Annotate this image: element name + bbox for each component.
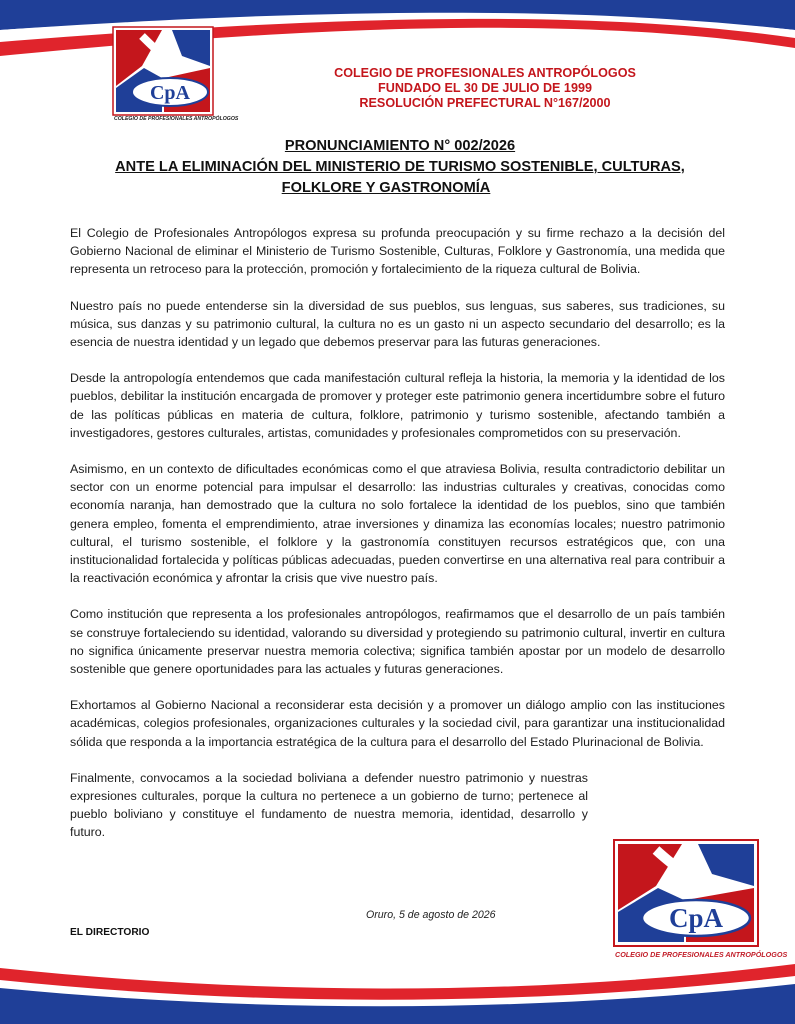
document-body <box>70 224 725 860</box>
paragraph: Como institución que representa a los profesionales antropólogos, reafirmamos que el desarrollo de un país también se construye fortaleciendo su identidad, valorando su diversidad y protegiendo su patrimonio cultural, invertir en cultura no significa únicamente preservar nuestra memoria colectiva; significa también apostar por un modelo de desarrollo sostenible que genere oportunidades para las actuales y futuras generaciones. <box>70 607 725 677</box>
logo-caption: COLEGIO DE PROFESIONALES ANTROPÓLOGOS <box>114 116 239 122</box>
logo-letters: CpA <box>149 82 191 104</box>
paragraph: Asimismo, en un contexto de dificultades económicas como el que atraviesa Bolivia, resulta contradictorio debilitar un sector con un enorme potencial para impulsar el desarrollo: las industrias culturales y creativas, conocidas como economía naranja, han demostrado que la cultura no solo fortalece la identidad de los pueblos, sino que también genera empleo, fomenta el emprendimiento, atrae inversiones y dinamiza las economías locales; nuestro patrimonio cultural, el turismo sostenible, el folklore y la gastronomía constituyen recursos estratégicos que, con una institucionalidad fortalecida y políticas públicas adecuadas, pueden convertirse en una alternativa real para contribuir a la reactivación económica y afrontar la crisis que vive nuestro país. <box>70 462 725 586</box>
footer-swoosh <box>0 954 795 1024</box>
document-title <box>60 136 740 199</box>
stamp-letters: CpA <box>668 903 724 933</box>
title-line-3: FOLKLORE Y GASTRONOMÍA <box>281 180 491 196</box>
document-date: Oruro, 5 de agosto de 2026 <box>366 909 496 921</box>
founded-date: FUNDADO EL 30 DE JULIO DE 1999 <box>378 81 592 95</box>
institution-header <box>300 66 670 111</box>
stamp-caption: COLEGIO DE PROFESIONALES ANTROPÓLOGOS <box>615 950 788 959</box>
paragraph: Nuestro país no puede entenderse sin la diversidad de sus pueblos, sus lenguas, sus saberes, sus tradiciones, su música, sus danzas y su patrimonio cultural, la cultura no es un gasto ni un aspecto secundario del desarrollo; es la esencia de nuestra identidad y un legado que debemos preservar para las futuras generaciones. <box>70 298 725 350</box>
paragraph: Desde la antropología entendemos que cada manifestación cultural refleja la historia, la memoria y la identidad de los pueblos, debilitar la institución encargada de promover y proteger este patrimonio genera incertidumbre sobre el futuro de las políticas públicas en materia de cultura, folklore, patrimonio y turismo sostenible, afectando también a investigadores, gestores culturales, artistas, comunidades y profesionales comprometidos con su preservación. <box>70 371 725 440</box>
paragraph: Exhortamos al Gobierno Nacional a reconsiderar esta decisión y a promover un diálogo amplio con las instituciones académicas, colegios profesionales, organizaciones culturales y la sociedad civil, para garantizar una institucionalidad sólida que responda a la importancia estratégica de la cultura para el desarrollo del Estado Plurinacional de Bolivia. <box>70 698 725 749</box>
title-line-2: ANTE LA ELIMINACIÓN DEL MINISTERIO DE TURISMO SOSTENIBLE, CULTURAS, <box>115 159 685 175</box>
paragraph: Finalmente, convocamos a la sociedad boliviana a defender nuestro patrimonio y nuestras expresiones culturales, porque la cultura no pertenece a un gobierno de turno; pertenece al pueblo boliviano y constituye el fundamento de nuestra memoria, identidad, desarrollo y futuro. <box>70 770 588 840</box>
stamp-logo <box>612 838 788 960</box>
title-line-1: PRONUNCIAMIENTO N° 002/2026 <box>284 138 516 154</box>
resolution-number: RESOLUCIÓN PREFECTURAL N°167/2000 <box>359 96 611 110</box>
institution-name: COLEGIO DE PROFESIONALES ANTROPÓLOGOS <box>334 66 636 80</box>
signature: EL DIRECTORIO <box>70 927 150 938</box>
institution-logo <box>112 26 239 126</box>
paragraph: El Colegio de Profesionales Antropólogos expresa su profunda preocupación y su firme rechazo a la decisión del Gobierno Nacional de eliminar el Ministerio de Turismo Sostenible, Culturas, Folklore y Gastronomía, una medida que representa un retroceso para la protección, promoción y fortalecimiento de la riqueza cultural de Bolivia. <box>70 226 725 277</box>
